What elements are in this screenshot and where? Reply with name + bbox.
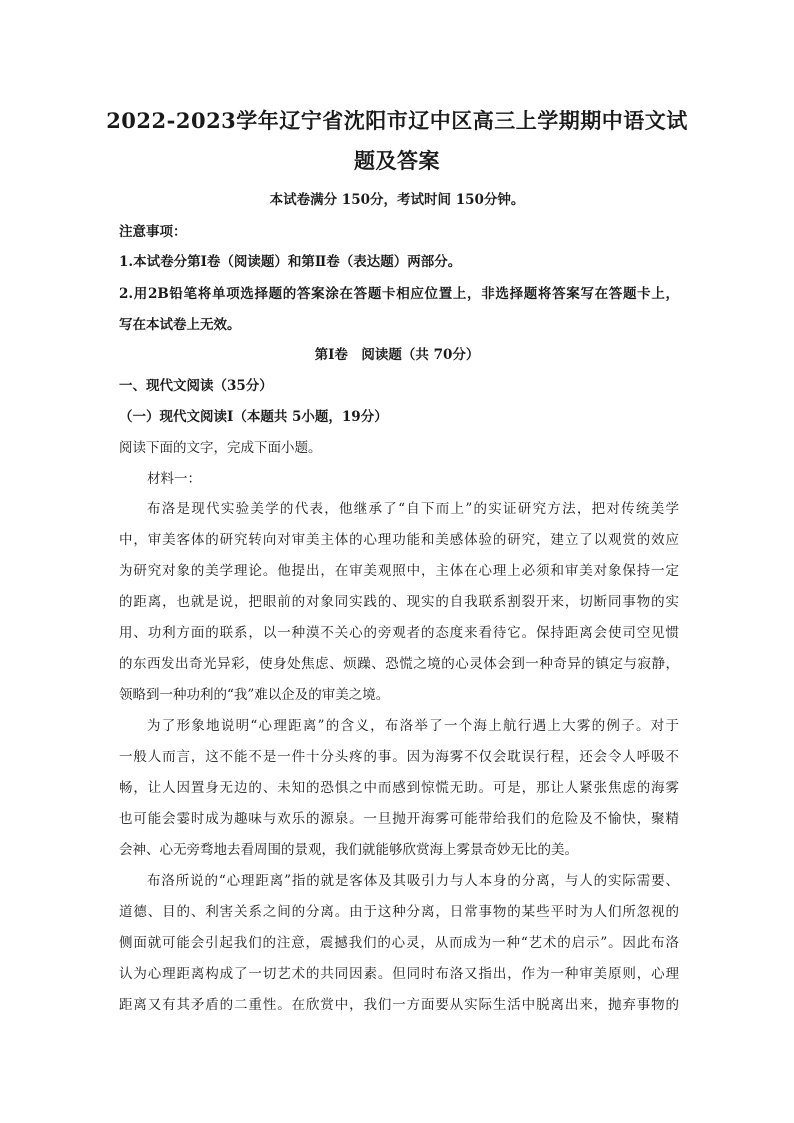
paragraph-1-line: 为研究对象的美学理论。他提出，在审美观照中，主体在心理上必须和审美对象保持一定	[119, 563, 679, 579]
paragraph-1-line: 用、功利方面的联系，以一种漠不关心的旁观者的态度来看待它。保持距离会使司空见惯	[119, 625, 679, 641]
note-2-line-1: 2.用2B铅笔将单项选择题的答案涂在答题卡相应位置上，非选择题将答案写在答题卡上，	[119, 286, 679, 302]
paragraph-3-line: 认为心理距离构成了一切艺术的共同因素。但同时布洛又指出，作为一种审美原则，心理	[119, 966, 679, 982]
exam-info: 本试卷满分 150分，考试时间 150分钟。	[269, 192, 525, 208]
paragraph-1-line: 布洛是现代实验美学的代表，他继承了“自下而上”的实证研究方法，把对传统美学	[147, 501, 679, 517]
subsection-1-heading: （一）现代文阅读Ⅰ（本题共 5小题，19分）	[119, 409, 388, 425]
reading-instruction: 阅读下面的文字，完成下面小题。	[119, 440, 322, 456]
paragraph-1-line: 领略到一种功利的“我”难以企及的审美之境。	[119, 687, 390, 703]
notes-heading: 注意事项：	[119, 224, 187, 240]
paragraph-2-line: 一般人而言，这不能不是一件十分头疼的事。因为海雾不仅会耽误行程，还会令人呼吸不	[119, 749, 679, 765]
paragraph-1-line: 的距离，也就是说，把眼前的对象同实践的、现实的自我联系割裂开来，切断同事物的实	[119, 594, 679, 610]
note-1: 1.本试卷分第Ⅰ卷（阅读题）和第Ⅱ卷（表达题）两部分。	[119, 254, 462, 270]
paragraph-3-line: 道德、目的、利害关系之间的分离。由于这种分离，日常事物的某些平时为人们所忽视的	[119, 904, 679, 920]
material-label: 材料一：	[147, 471, 201, 487]
paragraph-2-line: 为了形象地说明“心理距离”的含义，布洛举了一个海上航行遇上大雾的例子。对于	[147, 718, 679, 734]
document-title-line-1: 2022-2023学年辽宁省沈阳市辽中区高三上学期期中语文试	[106, 108, 688, 133]
paragraph-2-line: 也可能会霎时成为趣味与欢乐的源泉。一旦抛开海雾可能带给我们的危险及不愉快，聚精	[119, 811, 679, 827]
paragraph-1-line: 的东西发出奇光异彩，使身处焦虑、烦躁、恐慌之境的心灵体会到一种奇异的镇定与寂静，	[119, 656, 679, 672]
paragraph-2-line: 会神、心无旁骛地去看周围的景观，我们就能够欣赏海上雾景奇妙无比的美。	[119, 842, 578, 858]
part-1-heading: 一、现代文阅读（35分）	[119, 378, 273, 394]
paragraph-3-line: 侧面就可能会引起我们的注意，震撼我们的心灵，从而成为一种“艺术的启示”。因此布洛	[119, 935, 679, 951]
paragraph-1-line: 中，审美客体的研究转向对审美主体的心理功能和美感体验的研究，建立了以观赏的效应	[119, 532, 679, 548]
note-2-line-2: 写在本试卷上无效。	[119, 317, 241, 333]
paragraph-3-line: 布洛所说的“心理距离”指的就是客体及其吸引力与人本身的分离，与人的实际需要、	[147, 873, 679, 889]
document-title-line-2: 题及答案	[354, 148, 440, 173]
paragraph-3-line: 距离又有其矛盾的二重性。在欣赏中，我们一方面要从实际生活中脱离出来，抛弃事物的	[119, 997, 679, 1013]
volume-1-heading: 第Ⅰ卷 阅读题（共 70分）	[314, 347, 480, 363]
paragraph-2-line: 畅，让人因置身无边的、未知的恐惧之中而感到惊慌无助。可是，那让人紧张焦虑的海雾	[119, 780, 679, 796]
